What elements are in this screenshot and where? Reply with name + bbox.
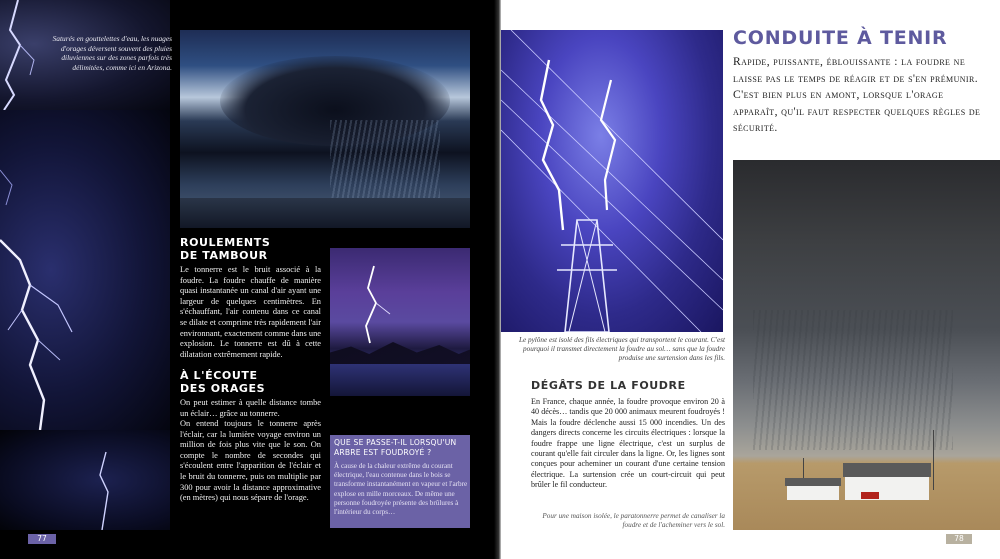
lightning-photo-bottom xyxy=(0,430,170,530)
caption-house: Pour une maison isolée, le paratonnerre permet de canaliser la foudre et de l'acheminer vers le sol. xyxy=(542,512,725,529)
lightning-photo-large xyxy=(0,110,170,430)
page-number-right: 78 xyxy=(946,534,972,544)
text-estimer: On peut estimer à quelle distance tombe un éclair… grâce au tonnerre. xyxy=(180,398,321,418)
sidebar-title: QUE SE PASSE-T-IL LORSQU'UN ARBRE EST FOUDROYÉ ? xyxy=(334,438,457,457)
heading-roulements-line1: ROULEMENTS xyxy=(180,236,271,249)
large-house xyxy=(845,477,929,500)
red-vehicle xyxy=(861,492,879,499)
plains-storm-photo xyxy=(733,160,1000,530)
sidebar-body: À cause de la chaleur extrême du courant électrique, l'eau contenue dans le bois se transforme instantanément en vapeur et l'arbre explose en mille morceaux. De même une personne foudroyée présente des brûlures à l'intérieur du corps… xyxy=(334,462,468,517)
small-house xyxy=(787,486,839,500)
small-house-roof xyxy=(785,478,841,486)
heading-ecoute-line2: DES ORAGES xyxy=(180,381,266,395)
text-degats: En France, chaque année, la foudre provoque environ 20 à 40 décès… tandis que 20 000 animaux meurent foudroyés ! Mais la foudre déclenche aussi 15 000 incendies. Un des dangers directs concerne les circuits électriques : lorsque la foudre frappe une ligne électrique, c'est un surplus de courant qu'elle fait circuler dans la ligne. Or, les lignes sont conçues pour acheminer un courant d'une certaine tension électrique. La surtension crée un court-circuit qui peut brûler le fil conducteur. xyxy=(531,397,725,490)
right-page xyxy=(501,0,1000,559)
lightning-rod xyxy=(933,430,934,490)
lead-paragraph: Rapide, puissante, éblouissante : la foudre ne laisse pas le temps de réagir et de s'en prémunir. C'est bien plus en amont, lorsque l'orage apparaît, qu'il faut respecter quelques règles de sécurité. xyxy=(733,55,981,135)
heading-roulements xyxy=(180,237,270,262)
lake-water xyxy=(330,364,470,396)
caption-arizona: Saturés en gouttelettes d'eau, les nuages d'orages déversent souvent des pluies diluviennes sur des zones parfois très délimitées, comme ici en Arizona. xyxy=(52,34,172,72)
caption-pylon: Le pylône est isolé des fils électriques qui transportent le courant. C'est pourquoi il transmet directement la foudre au sol… sans que la foudre produise une surtension dans les fils. xyxy=(519,336,725,363)
plains-rain xyxy=(753,310,953,450)
page-number-left: 77 xyxy=(28,534,56,544)
text-compter: On entend toujours le tonnerre après l'éclair, car la lumière voyage environ un million de fois plus vite que le son. On compte le nombre de secondes qui s'écoulent entre l'apparition de l'éclair et le bruit du tonnerre, puis on multiplie par 300 pour avoir la distance approximative (en mètres) qui nous sépare de l'orage. xyxy=(180,419,321,503)
heading-ecoute-line1: À L'ÉCOUTE xyxy=(180,369,258,382)
heading-ecoute xyxy=(180,370,265,395)
pylon-lightning-photo xyxy=(501,30,723,332)
heading-roulements-line2: DE TAMBOUR xyxy=(180,248,268,262)
heading-degats: DÉGÂTS DE LA FOUDRE xyxy=(531,379,686,392)
text-tonnerre: Le tonnerre est le bruit associé à la foudre. La foudre chauffe de manière quasi instantanée un canal d'air ayant une largeur de quelques centimètres. En s'échauffant, l'air contenu dans ce canal se dilate et comprime très rapidement l'air environnant, exactement comme dans une explosion. Le tonnerre est dû à cette dilatation extrêmement rapide. xyxy=(180,265,321,359)
large-house-roof xyxy=(843,463,931,477)
storm-cloud-photo xyxy=(180,30,470,228)
storm-ground xyxy=(180,198,470,228)
sidebar-arbre-foudroye xyxy=(330,435,470,528)
page-title-conduite: CONDUITE À TENIR xyxy=(733,27,948,49)
lightning-lake-photo xyxy=(330,248,470,396)
